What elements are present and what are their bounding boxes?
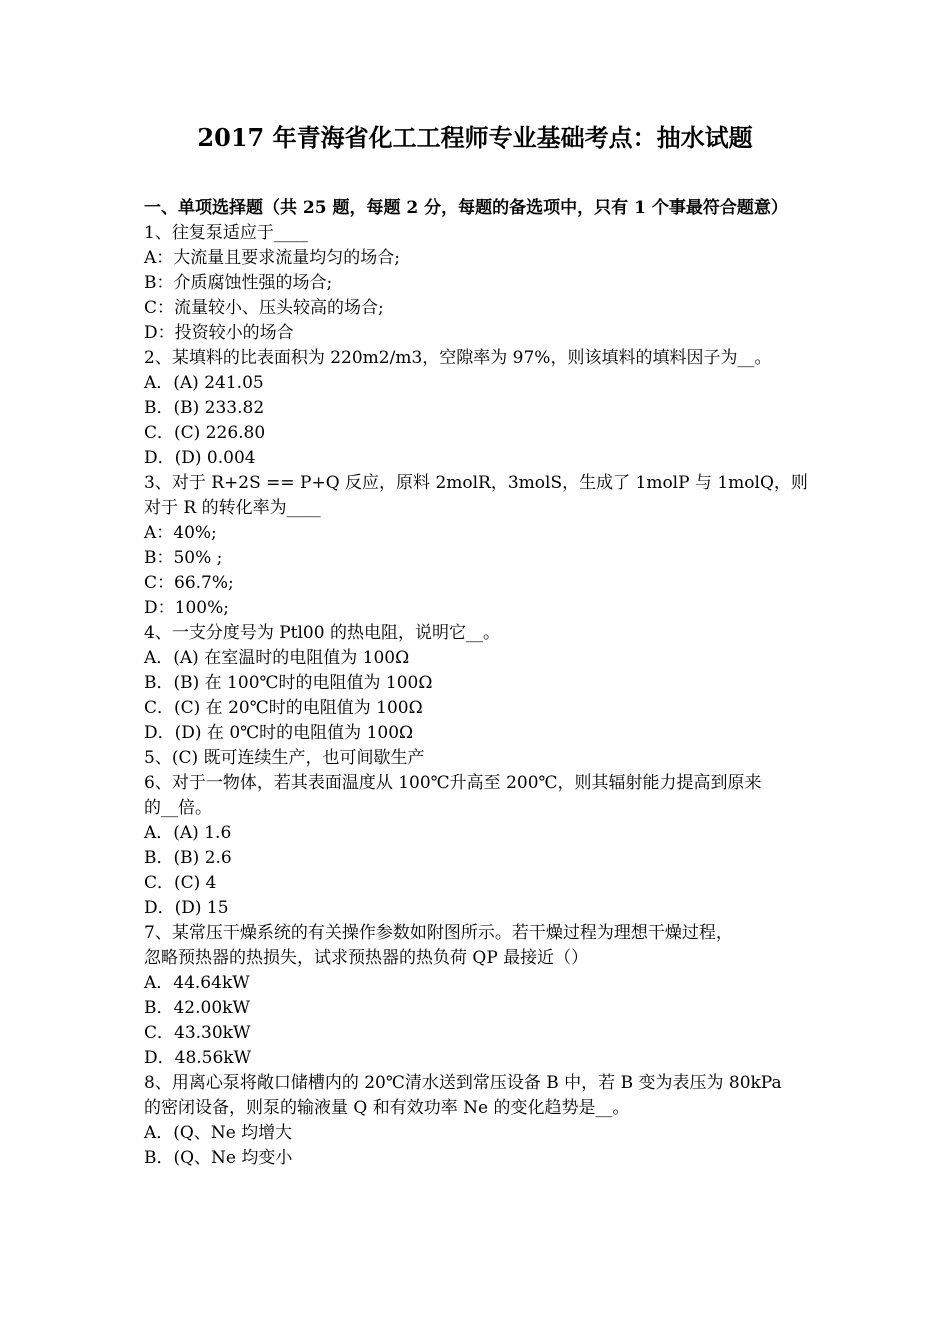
text-line: A．(Q、Ne 均增大 <box>144 1123 293 1143</box>
text-line: A：大流量且要求流量均匀的场合; <box>144 248 401 268</box>
text-line: C：66.7%; <box>144 573 234 593</box>
text-line: D：投资较小的场合 <box>144 323 294 343</box>
text-line: C．(C) 4 <box>144 873 217 893</box>
text-line: A．(A) 1.6 <box>144 823 232 843</box>
text-line: D：100%; <box>144 598 229 618</box>
text-line: C：流量较小、压头较高的场合; <box>144 298 384 318</box>
text-line: B：50% ; <box>144 548 223 568</box>
text-line: C．(C) 226.80 <box>144 423 266 443</box>
text-line: B．(B) 在 100℃时的电阻值为 100Ω <box>144 673 433 693</box>
section-heading: 一、单项选择题（共 25 题，每题 2 分，每题的备选项中，只有 1 个事最符合题意） <box>144 198 788 218</box>
text-line: 7、某常压干燥系统的有关操作参数如附图所示。若干燥过程为理想干燥过程， <box>144 923 733 943</box>
text-line: 4、一支分度号为 Ptl00 的热电阻，说明它__。 <box>144 623 500 643</box>
text-line: B．(B) 233.82 <box>144 398 265 418</box>
text-line: D．(D) 0.004 <box>144 448 256 468</box>
text-line: C．(C) 在 20℃时的电阻值为 100Ω <box>144 698 423 718</box>
text-line: D．(D) 在 0℃时的电阻值为 100Ω <box>144 723 414 743</box>
text-line: B：介质腐蚀性强的场合; <box>144 273 333 293</box>
text-line: 2、某填料的比表面积为 220m2/m3，空隙率为 97%，则该填料的填料因子为__。 <box>144 348 772 368</box>
text-line: 的__倍。 <box>144 798 212 818</box>
text-line: C．43.30kW <box>144 1023 251 1043</box>
text-line: B．(Q、Ne 均变小 <box>144 1148 293 1168</box>
question-list <box>144 221 808 1171</box>
text-line: 的密闭设备，则泵的输液量 Q 和有效功率 Ne 的变化趋势是__。 <box>144 1098 630 1118</box>
text-line: D．48.56kW <box>144 1048 252 1068</box>
text-line: 1、往复泵适应于____ <box>144 223 308 243</box>
document-body <box>144 196 808 1171</box>
text-line: D．(D) 15 <box>144 898 229 918</box>
text-line: 对于 R 的转化率为____ <box>144 498 321 518</box>
text-line: 5、(C) 既可连续生产，也可间歇生产 <box>144 748 425 768</box>
text-line: A．44.64kW <box>144 973 250 993</box>
text-line: B．(B) 2.6 <box>144 848 232 868</box>
text-line: B．42.00kW <box>144 998 250 1018</box>
text-line: A．(A) 241.05 <box>144 373 264 393</box>
text-line: A．(A) 在室温时的电阻值为 100Ω <box>144 648 410 668</box>
text-line: 8、用离心泵将敞口储槽内的 20℃清水送到常压设备 B 中，若 B 变为表压为 80kPa <box>144 1073 782 1093</box>
text-line: A：40%; <box>144 523 217 543</box>
text-line: 6、对于一物体，若其表面温度从 100℃升高至 200℃，则其辐射能力提高到原来 <box>144 773 762 793</box>
document-title: 2017 年青海省化工工程师专业基础考点：抽水试题 <box>197 123 753 152</box>
text-line: 忽略预热器的热损失，试求预热器的热负荷 QP 最接近（） <box>144 948 589 968</box>
text-line: 3、对于 R+2S == P+Q 反应，原料 2molR，3molS，生成了 1molP 与 1molQ，则 <box>144 473 808 493</box>
